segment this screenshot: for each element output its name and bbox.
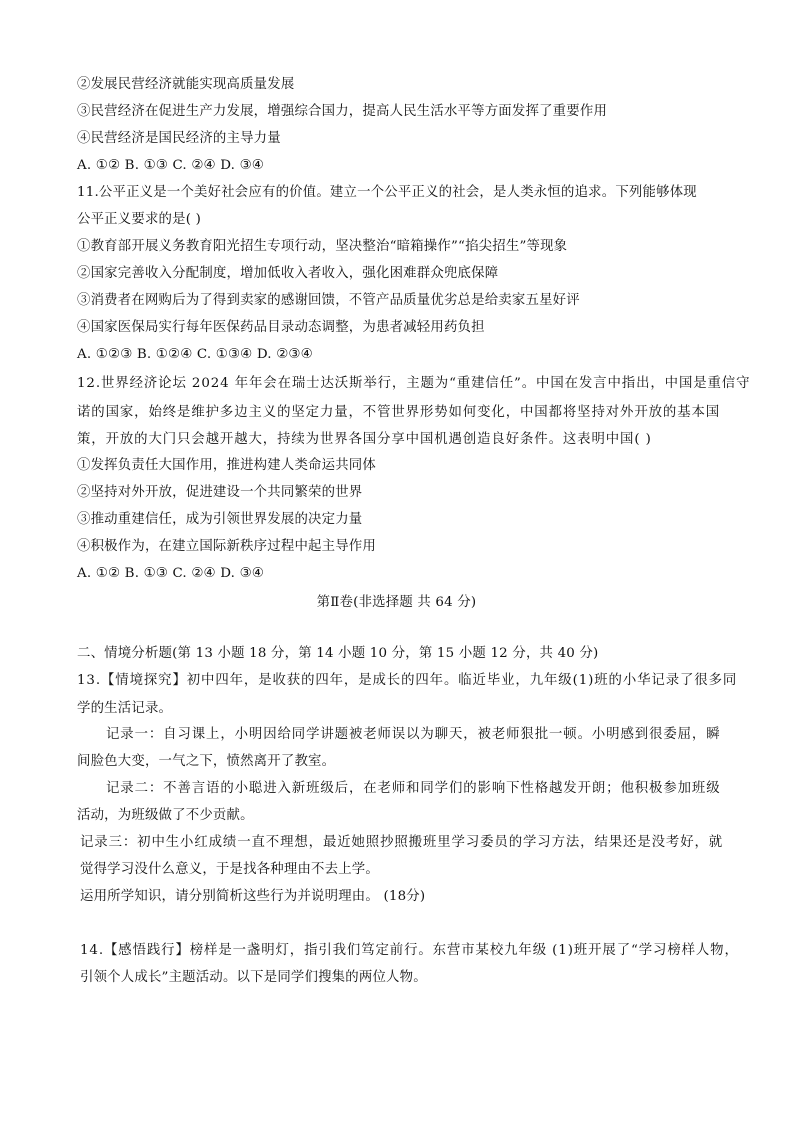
q13-record-1: 记录一：自习课上，小明因给同学讲题被老师误以为聊天，被老师狠批一顿。小明感到很委屈，瞬 — [106, 727, 721, 742]
q13-record-3: 记录三：初中生小红成绩一直不理想，最近她照抄照搬班里学习委员的学习方法，结果还是没考好，就 — [80, 835, 724, 850]
q12-answer-choices: A. ①② B. ①③ C. ②④ D. ③④ — [77, 566, 264, 581]
q14-intro: 14.【感悟践行】榜样是一盏明灯，指引我们笃定前行。东营市某校九年级 (1)班开展了“学习榜样人物， — [80, 943, 739, 958]
q10-answer-choices: A. ①② B. ①③ C. ②④ D. ③④ — [77, 158, 264, 173]
q11-stem-continued: 公平正义要求的是( ) — [77, 212, 202, 227]
q11-option-statement-3: ③消费者在网购后为了得到卖家的感谢回馈，不管产品质量优劣总是给卖家五星好评 — [77, 293, 580, 308]
q11-option-statement-1: ①教育部开展义务教育阳光招生专项行动，坚决整治“暗箱操作”“掐尖招生”等现象 — [77, 239, 568, 254]
q12-stem: 12.世界经济论坛 2024 年年会在瑞士达沃斯举行，主题为“重建信任”。中国在发言中指出，中国是重信守 — [77, 376, 751, 391]
q12-stem-end: 策，开放的大门只会越开越大，持续为世界各国分享中国机遇创造良好条件。这表明中国( ) — [77, 432, 652, 447]
q12-stem-continued: 诺的国家，始终是维护多边主义的坚定力量，不管世界形势如何变化，中国都将坚持对外开放的基本国 — [77, 405, 721, 420]
q11-option-statement-4: ④国家医保局实行每年医保药品目录动态调整，为患者减轻用药负担 — [77, 320, 485, 335]
q10-option-statement-3: ③民营经济在促进生产力发展，增强综合国力，提高人民生活水平等方面发挥了重要作用 — [77, 104, 608, 119]
q11-option-statement-2: ②国家完善收入分配制度，增加低收入者收入，强化困难群众兜底保障 — [77, 266, 499, 281]
section-ii-heading: 二、情境分析题(第 13 小题 18 分，第 14 小题 10 分，第 15 小题 12 分，共 40 分) — [77, 646, 599, 661]
q13-record-1-continued: 间脸色大变，一气之下，愤然离开了教室。 — [77, 754, 336, 769]
q12-option-statement-4: ④积极作为，在建立国际新秩序过程中起主导作用 — [77, 539, 376, 554]
q10-option-statement-4: ④民营经济是国民经济的主导力量 — [77, 131, 281, 146]
q12-option-statement-2: ②坚持对外开放，促进建设一个共同繁荣的世界 — [77, 485, 363, 500]
q13-intro: 13.【情境探究】初中四年，是收获的四年，是成长的四年。临近毕业，九年级(1)班的小华记录了很多同 — [77, 673, 738, 688]
q13-task: 运用所学知识，请分别简析这些行为并说明理由。 (18分) — [80, 889, 426, 904]
part-ii-title: 第Ⅱ卷(非选择题 共 64 分) — [316, 595, 477, 610]
q13-record-2-continued: 活动，为班级做了不少贡献。 — [77, 808, 254, 823]
q11-answer-choices: A. ①②③ B. ①②④ C. ①③④ D. ②③④ — [77, 347, 313, 362]
q12-option-statement-3: ③推动重建信任，成为引领世界发展的决定力量 — [77, 512, 363, 527]
q11-stem: 11.公平正义是一个美好社会应有的价值。建立一个公平正义的社会，是人类永恒的追求。下列能够体现 — [77, 185, 697, 200]
q12-option-statement-1: ①发挥负责任大国作用，推进构建人类命运共同体 — [77, 458, 376, 473]
q14-intro-continued: 引领个人成长”主题活动。以下是同学们搜集的两位人物。 — [80, 970, 427, 985]
q13-intro-continued: 学的生活记录。 — [77, 701, 173, 716]
q13-record-3-continued: 觉得学习没什么意义，于是找各种理由不去上学。 — [80, 862, 379, 877]
q13-record-2: 记录二：不善言语的小聪进入新班级后，在老师和同学们的影响下性格越发开朗；他积极参加班级 — [106, 781, 721, 796]
q10-option-statement-2: ②发展民营经济就能实现高质量发展 — [77, 77, 295, 92]
